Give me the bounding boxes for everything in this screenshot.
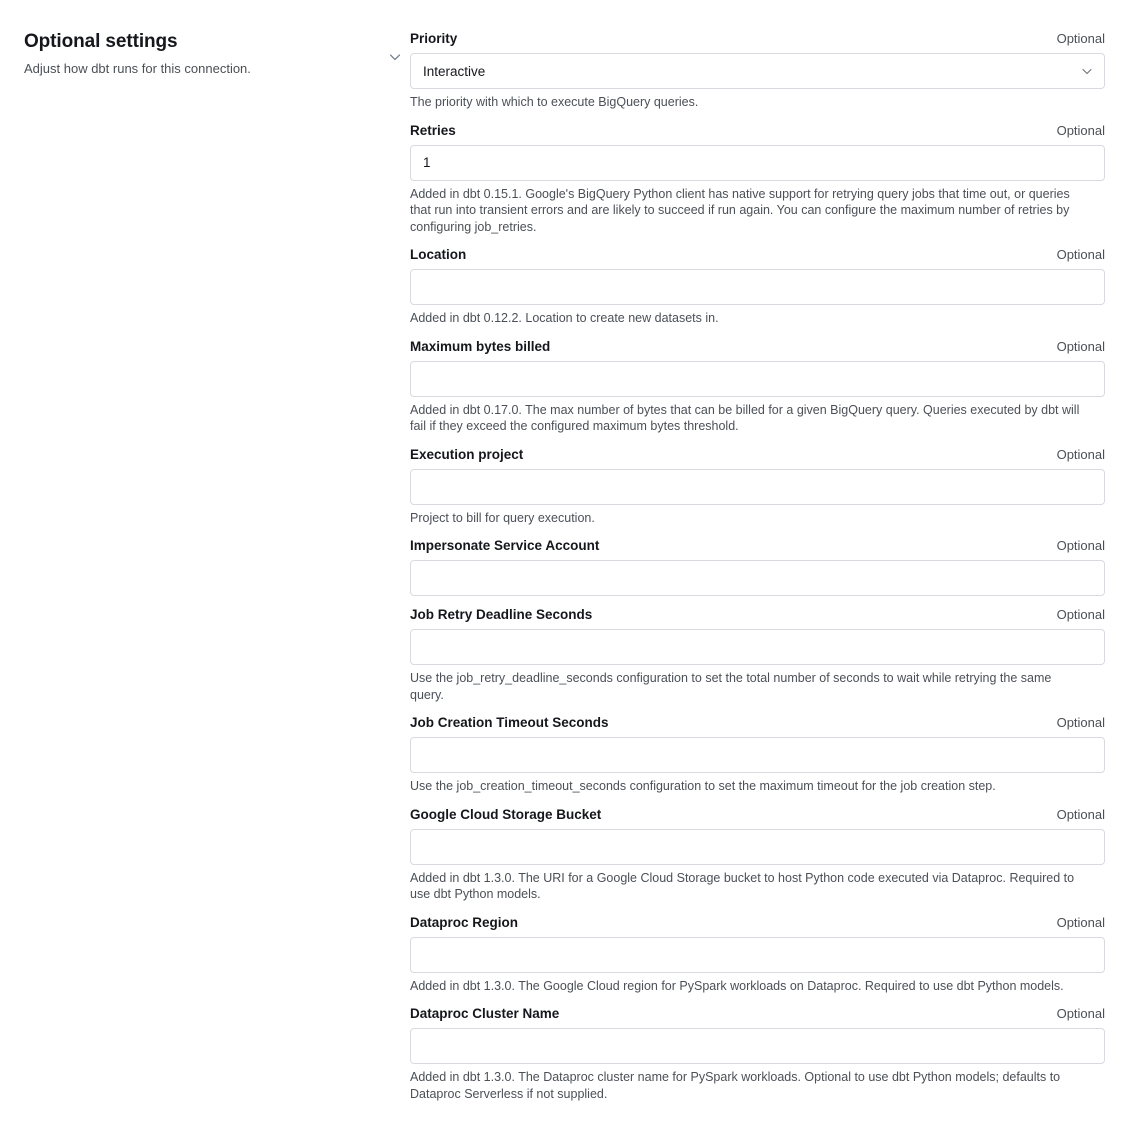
- input-google-cloud-storage-bucket[interactable]: [410, 829, 1105, 865]
- input-dataproc-cluster-name[interactable]: [410, 1028, 1105, 1064]
- field-header: [410, 122, 1105, 140]
- field-optional-badge: Optional: [1056, 1006, 1105, 1021]
- field-helper-text: Added in dbt 0.15.1. Google's BigQuery Python client has native support for retrying query jobs that time out, or queries that run into transient errors and are likely to succeed if run again. You can configure the maximum number of retries by configuring job_retries.: [410, 186, 1070, 234]
- field-retries: [410, 122, 1105, 247]
- field-spacer: [410, 795, 1105, 806]
- field-spacer: [410, 994, 1105, 1005]
- field-helper-text: Added in dbt 0.12.2. Location to create new datasets in.: [410, 311, 719, 325]
- field-spacer: [410, 526, 1105, 537]
- field-helper-text: Added in dbt 0.17.0. The max number of bytes that can be billed for a given BigQuery query. Queries executed by dbt will fail if they exceed the configured maximum bytes threshold.: [410, 402, 1080, 433]
- field-helper-text: The priority with which to execute BigQuery queries.: [410, 95, 699, 109]
- field-priority: [410, 30, 1105, 122]
- input-dataproc-region[interactable]: [410, 937, 1105, 973]
- field-helper-text: Added in dbt 1.3.0. The URI for a Google Cloud Storage bucket to host Python code executed via Dataproc. Required to use dbt Python models.: [410, 870, 1075, 901]
- field-helper-text: Added in dbt 1.3.0. The Dataproc cluster name for PySpark workloads. Optional to use dbt Python models; defaults to Dataproc Serverless if not supplied.: [410, 1070, 1061, 1101]
- field-header: [410, 30, 1105, 48]
- field-optional-badge: Optional: [1056, 715, 1105, 730]
- field-helper-text: Project to bill for query execution.: [410, 510, 595, 525]
- field-optional-badge: Optional: [1056, 338, 1105, 354]
- page-subtitle: Adjust how dbt runs for this connection.: [24, 61, 251, 76]
- field-label-dataproc-cluster-name: Dataproc Cluster Name: [410, 1006, 560, 1021]
- field-header: [410, 914, 1105, 932]
- field-maximum-bytes-billed: [410, 338, 1105, 446]
- input-execution-project[interactable]: [410, 469, 1105, 505]
- field-spacer: [410, 111, 1105, 122]
- field-label-execution-project: Execution project: [410, 446, 524, 462]
- field-label-dataproc-region: Dataproc Region: [410, 914, 519, 930]
- input-impersonate-service-account[interactable]: [410, 560, 1105, 596]
- select-wrapper-priority[interactable]: [410, 53, 1105, 89]
- field-label-job-creation-timeout-seconds: Job Creation Timeout Seconds: [410, 715, 609, 730]
- page-title: Optional settings: [24, 31, 178, 52]
- chevron-down-icon[interactable]: [386, 48, 404, 66]
- field-header: [410, 606, 1105, 624]
- field-optional-badge: Optional: [1056, 122, 1105, 138]
- field-header: [410, 446, 1105, 464]
- field-header: [410, 537, 1105, 555]
- field-label-impersonate-service-account: Impersonate Service Account: [410, 538, 600, 553]
- field-label-priority: Priority: [410, 31, 458, 46]
- input-job-retry-deadline-seconds[interactable]: [410, 629, 1105, 665]
- field-spacer: [410, 1102, 1105, 1113]
- field-spacer: [410, 703, 1105, 714]
- field-header: [410, 246, 1105, 264]
- field-optional-badge: Optional: [1056, 914, 1105, 930]
- field-helper-text: Use the job_creation_timeout_seconds configuration to set the maximum timeout for the job creation step.: [410, 779, 996, 793]
- field-optional-badge: Optional: [1056, 247, 1105, 262]
- input-retries[interactable]: [410, 145, 1105, 181]
- field-helper-text: Use the job_retry_deadline_seconds configuration to set the total number of seconds to wait while retrying the same query.: [410, 671, 1052, 702]
- field-optional-badge: Optional: [1056, 806, 1105, 822]
- field-optional-badge: Optional: [1056, 446, 1105, 462]
- settings-fields: [410, 30, 1134, 1113]
- field-google-cloud-storage-bucket: [410, 806, 1105, 914]
- input-maximum-bytes-billed[interactable]: [410, 361, 1105, 397]
- field-label-google-cloud-storage-bucket: Google Cloud Storage Bucket: [410, 806, 602, 822]
- field-label-job-retry-deadline-seconds: Job Retry Deadline Seconds: [410, 607, 593, 622]
- field-spacer: [410, 903, 1105, 914]
- field-dataproc-region: [410, 914, 1105, 1006]
- field-impersonate-service-account: [410, 537, 1105, 606]
- field-header: [410, 338, 1105, 356]
- field-helper-text: Added in dbt 1.3.0. The Google Cloud region for PySpark workloads on Dataproc. Required to use dbt Python models.: [410, 978, 1064, 993]
- input-location[interactable]: [410, 269, 1105, 305]
- field-spacer: [410, 435, 1105, 446]
- field-job-retry-deadline-seconds: [410, 606, 1105, 714]
- field-dataproc-cluster-name: [410, 1005, 1105, 1113]
- field-optional-badge: Optional: [1056, 538, 1105, 553]
- field-header: [410, 1005, 1105, 1023]
- field-spacer: [410, 327, 1105, 338]
- select-priority[interactable]: [410, 53, 1105, 89]
- input-job-creation-timeout-seconds[interactable]: [410, 737, 1105, 773]
- field-header: [410, 806, 1105, 824]
- field-location: [410, 246, 1105, 338]
- field-label-maximum-bytes-billed: Maximum bytes billed: [410, 338, 551, 354]
- field-label-location: Location: [410, 247, 467, 262]
- field-execution-project: [410, 446, 1105, 538]
- section-header: [0, 30, 410, 78]
- field-optional-badge: Optional: [1056, 607, 1105, 622]
- field-label-retries: Retries: [410, 122, 456, 138]
- field-optional-badge: Optional: [1056, 31, 1105, 46]
- field-spacer: [410, 235, 1105, 246]
- field-spacer: [410, 596, 1105, 606]
- field-job-creation-timeout-seconds: [410, 714, 1105, 806]
- field-header: [410, 714, 1105, 732]
